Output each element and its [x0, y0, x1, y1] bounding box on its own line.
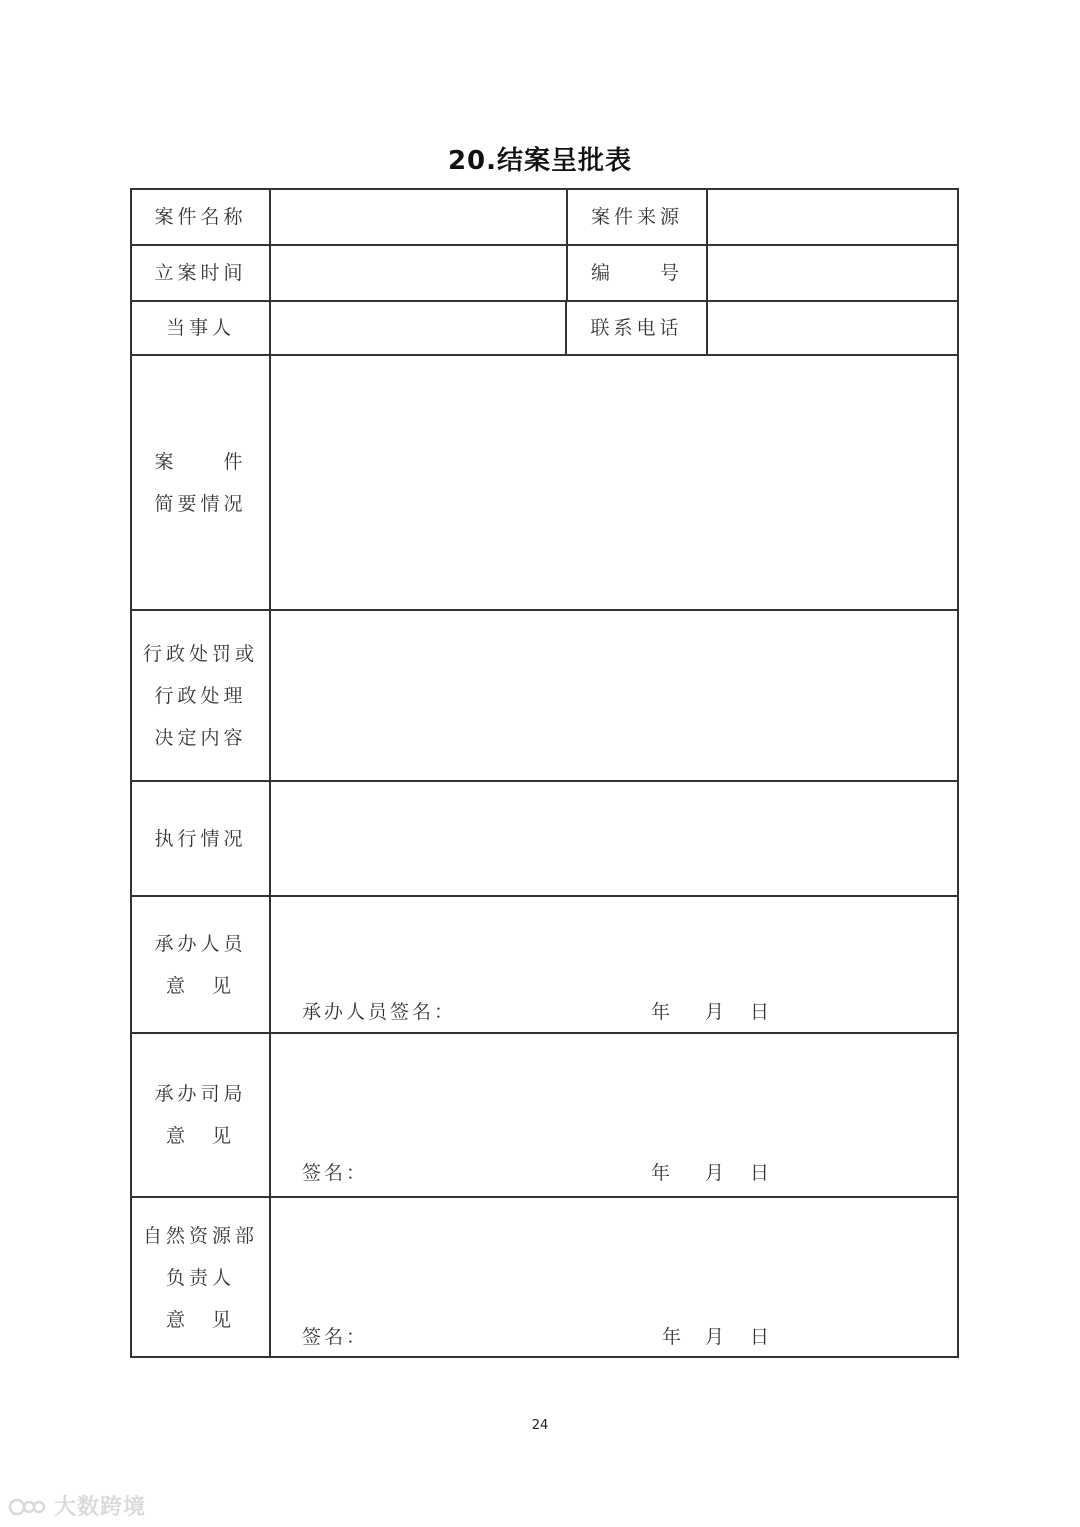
- form-title: 20.结案呈批表: [447, 146, 633, 176]
- case-source-label: 案件来源: [590, 206, 683, 228]
- label-cell-case-summary: [130, 354, 269, 609]
- ministry-opinion-label-2: 负责人: [165, 1267, 235, 1289]
- party-field[interactable]: [269, 300, 565, 354]
- ministry-year-label: 年: [662, 1326, 682, 1348]
- label-cell-case-name: [130, 188, 269, 244]
- label-cell-execution: [130, 780, 269, 895]
- handler-opinion-label-1: 承办人员: [154, 932, 247, 955]
- ministry-opinion-label-1: 自然资源部: [142, 1225, 258, 1247]
- department-month-label: 月: [705, 1162, 725, 1184]
- ministry-opinion-label-3: 意 见: [165, 1309, 235, 1331]
- label-cell-phone: [565, 300, 706, 354]
- label-cell-party: [130, 300, 269, 354]
- watermark-logo-icon: [8, 1495, 48, 1517]
- department-day-label: 日: [750, 1162, 770, 1184]
- number-label: 编 号: [590, 262, 683, 284]
- phone-label: 联系电话: [590, 317, 683, 339]
- watermark: [8, 1490, 146, 1521]
- phone-field[interactable]: [706, 300, 959, 354]
- ministry-day-label: 日: [750, 1326, 770, 1348]
- execution-label: 执行情况: [154, 827, 247, 850]
- watermark-text: 大数跨境: [54, 1495, 147, 1520]
- ministry-month-label: 月: [705, 1326, 725, 1348]
- filing-time-label: 立案时间: [154, 262, 247, 284]
- execution-field[interactable]: [269, 780, 959, 895]
- number-field[interactable]: [706, 244, 959, 300]
- party-label: 当事人: [165, 317, 235, 339]
- handler-signature-label: 承办人员签名：: [302, 1001, 457, 1023]
- ministry-signature-label: 签名：: [302, 1326, 369, 1348]
- handler-opinion-label-2: 意 见: [165, 974, 235, 997]
- decision-label-2: 行政处理: [154, 684, 247, 707]
- department-signature-label: 签名：: [302, 1162, 369, 1184]
- case-name-field[interactable]: [269, 188, 566, 244]
- label-cell-department-opinion: [130, 1032, 269, 1196]
- page-number: 24: [531, 1418, 549, 1433]
- department-year-label: 年: [651, 1162, 671, 1184]
- label-cell-number: [566, 244, 706, 300]
- handler-day-label: 日: [750, 1001, 770, 1023]
- department-opinion-label-1: 承办司局: [154, 1083, 247, 1105]
- case-summary-field[interactable]: [269, 354, 959, 609]
- department-opinion-field[interactable]: [269, 1032, 959, 1196]
- decision-label-3: 决定内容: [154, 726, 247, 749]
- case-name-label: 案件名称: [154, 206, 247, 228]
- label-cell-filing-time: [130, 244, 269, 300]
- label-cell-ministry-opinion: [130, 1196, 269, 1358]
- label-cell-decision: [130, 609, 269, 780]
- label-cell-handler-opinion: [130, 895, 269, 1032]
- case-summary-label-1: 案 件: [154, 450, 247, 473]
- handler-month-label: 月: [705, 1001, 725, 1023]
- handler-year-label: 年: [651, 1001, 671, 1023]
- label-cell-case-source: [566, 188, 706, 244]
- handler-opinion-field[interactable]: [269, 895, 959, 1032]
- case-closing-form: [130, 188, 959, 1358]
- filing-time-field[interactable]: [269, 244, 566, 300]
- decision-field[interactable]: [269, 609, 959, 780]
- decision-label-1: 行政处罚或: [142, 642, 258, 665]
- department-opinion-label-2: 意 见: [165, 1125, 235, 1147]
- case-source-field[interactable]: [706, 188, 959, 244]
- ministry-opinion-field[interactable]: [269, 1196, 959, 1358]
- case-summary-label-2: 简要情况: [154, 492, 247, 515]
